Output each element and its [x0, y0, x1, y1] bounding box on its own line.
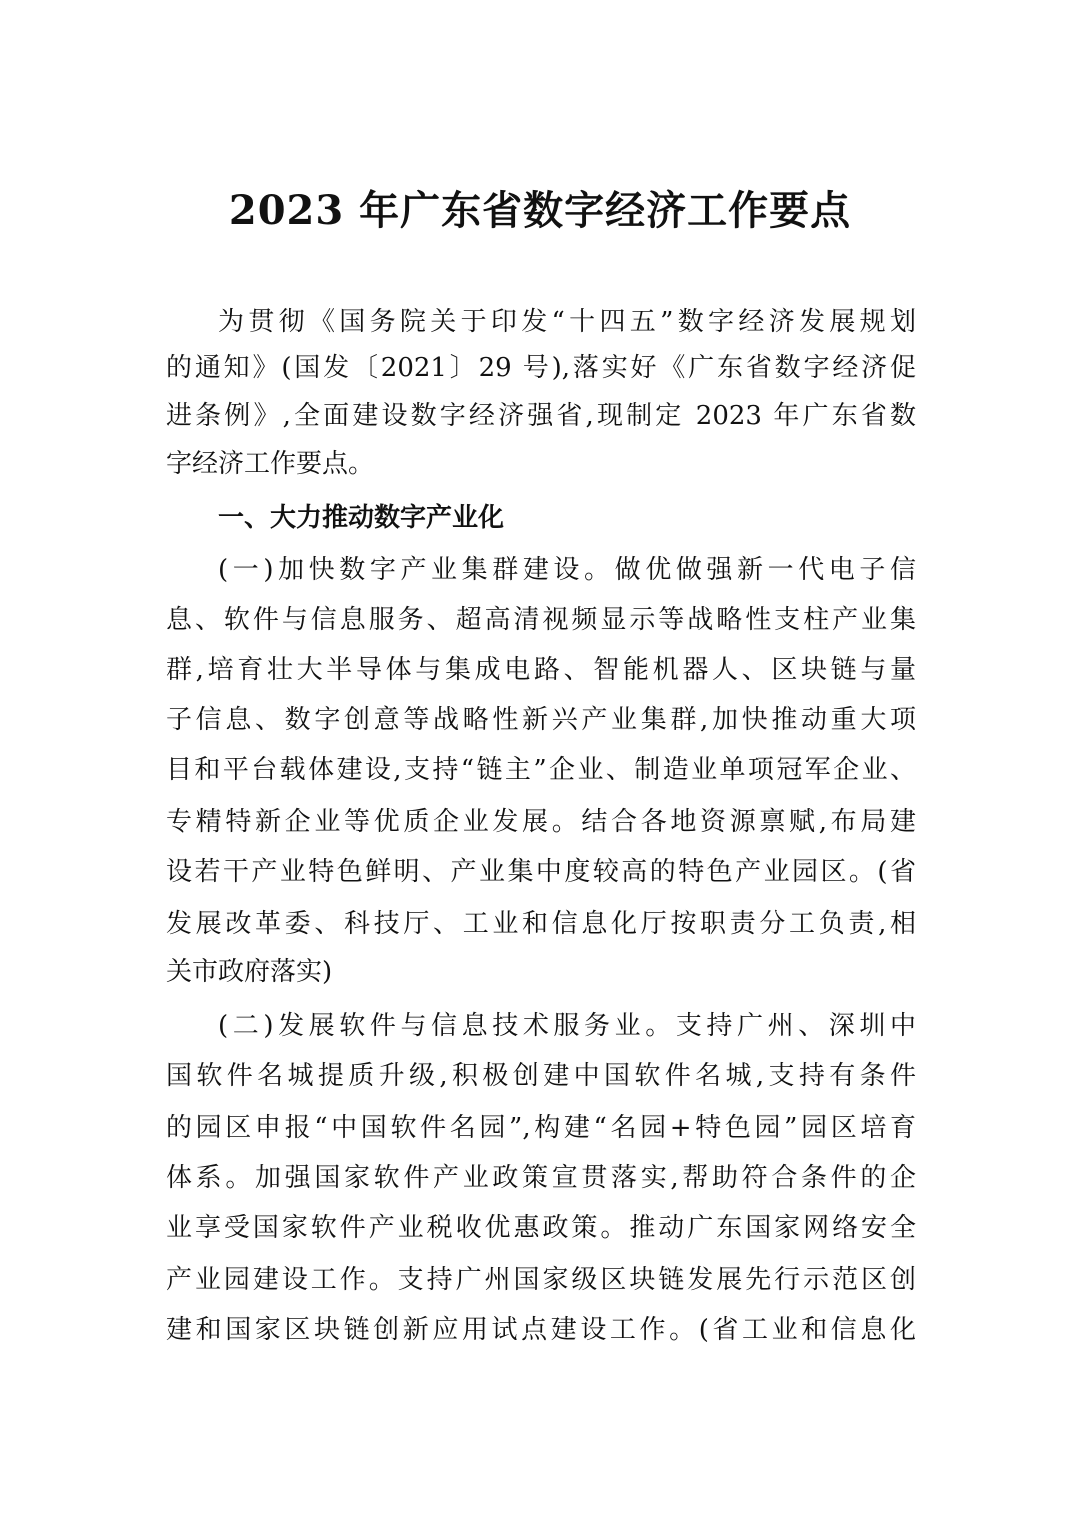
- document-title: 2023 年广东省数字经济工作要点: [228, 187, 852, 234]
- paragraph-line: 发展改革委、科技厅、工业和信息化厅按职责分工负责,相: [166, 909, 916, 939]
- paragraph-line: 业享受国家软件产业税收优惠政策。推动广东国家网络安全: [166, 1213, 916, 1243]
- intro-line: 的通知》(国发〔2021〕29 号),落实好《广东省数字经济促: [166, 353, 916, 383]
- paragraph-line: 建和国家区块链创新应用试点建设工作。(省工业和信息化: [166, 1315, 916, 1345]
- paragraph-line: (二)发展软件与信息技术服务业。支持广州、深圳中: [218, 1011, 916, 1041]
- paragraph-line: 息、软件与信息服务、超高清视频显示等战略性支柱产业集: [166, 605, 916, 635]
- intro-line: 为贯彻《国务院关于印发“十四五”数字经济发展规划: [218, 307, 916, 337]
- paragraph-line: 专精特新企业等优质企业发展。结合各地资源禀赋,布局建: [166, 807, 916, 837]
- paragraph-line: 目和平台载体建设,支持“链主”企业、制造业单项冠军企业、: [166, 755, 916, 785]
- paragraph-line: 产业园建设工作。支持广州国家级区块链发展先行示范区创: [166, 1265, 916, 1295]
- section-heading: 一、大力推动数字产业化: [218, 503, 505, 533]
- paragraph-line: 子信息、数字创意等战略性新兴产业集群,加快推动重大项: [166, 705, 916, 735]
- paragraph-line: 群,培育壮大半导体与集成电路、智能机器人、区块链与量: [166, 655, 916, 685]
- paragraph-line: 关市政府落实): [166, 957, 333, 987]
- paragraph-line: 体系。加强国家软件产业政策宣贯落实,帮助符合条件的企: [166, 1163, 916, 1193]
- intro-line: 进条例》,全面建设数字经济强省,现制定 2023 年广东省数: [166, 401, 916, 431]
- paragraph-line: (一)加快数字产业集群建设。做优做强新一代电子信: [218, 555, 916, 585]
- paragraph-line: 国软件名城提质升级,积极创建中国软件名城,支持有条件: [166, 1061, 916, 1091]
- paragraph-line: 的园区申报“中国软件名园”,构建“名园+特色园”园区培育: [166, 1113, 916, 1143]
- paragraph-line: 设若干产业特色鲜明、产业集中度较高的特色产业园区。(省: [166, 857, 916, 887]
- intro-line: 字经济工作要点。: [166, 449, 375, 479]
